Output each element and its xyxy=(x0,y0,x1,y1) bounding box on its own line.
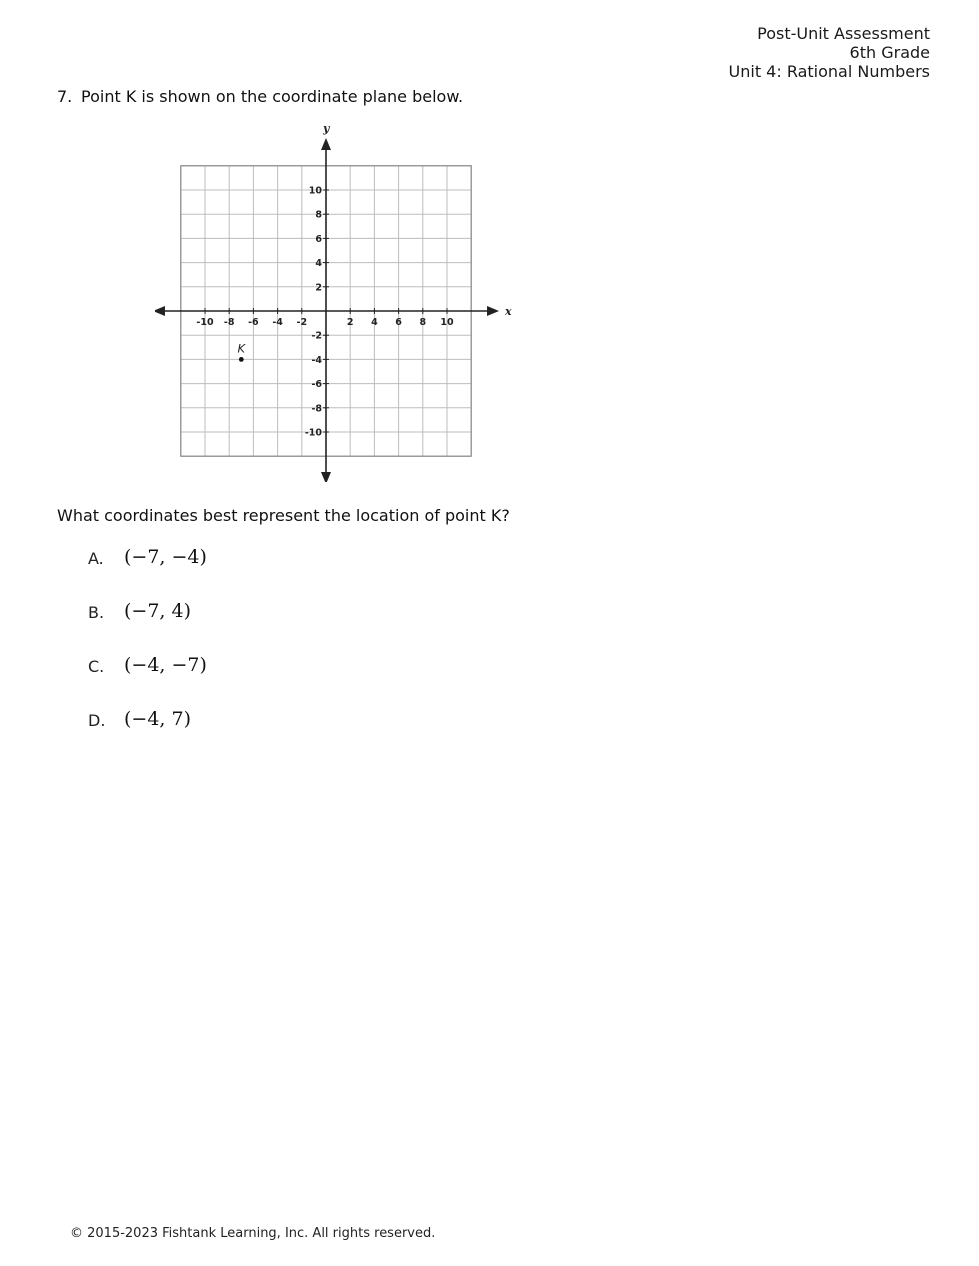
y-tick-label: 4 xyxy=(315,258,322,270)
copyright-footer: © 2015-2023 Fishtank Learning, Inc. All rights reserved. xyxy=(70,1226,436,1241)
y-tick-label: -6 xyxy=(311,379,322,391)
x-axis-arrow-right xyxy=(487,306,499,316)
coordinate-plane-svg xyxy=(155,122,515,482)
y-tick-label: 2 xyxy=(315,282,322,294)
grade-label: 6th Grade xyxy=(849,43,930,62)
question-stem xyxy=(57,87,463,107)
x-tick-label: 4 xyxy=(371,317,378,328)
choice-letter: D. xyxy=(88,711,106,730)
x-tick-label: -2 xyxy=(296,317,308,328)
x-axis-arrow-left xyxy=(155,306,165,316)
x-axis-label: x xyxy=(505,305,512,318)
x-tick-label: -10 xyxy=(196,317,214,328)
y-axis-label: y xyxy=(323,122,330,135)
y-tick-label: -2 xyxy=(311,330,322,342)
x-tick-label: -4 xyxy=(272,317,283,328)
x-tick-label: 10 xyxy=(440,317,454,328)
choice-value: (−4, −7) xyxy=(124,654,207,676)
y-tick-label: 10 xyxy=(308,185,322,197)
unit-label: Unit 4: Rational Numbers xyxy=(728,62,930,81)
y-tick-label: -8 xyxy=(311,403,322,415)
x-tick-label: 2 xyxy=(346,317,354,328)
point-k-marker xyxy=(239,357,244,362)
choice-value: (−7, 4) xyxy=(124,600,192,622)
page-header xyxy=(729,24,930,81)
x-tick-label: 8 xyxy=(419,317,427,328)
coordinate-plane xyxy=(155,122,515,482)
x-tick-label: -6 xyxy=(248,317,259,328)
point-k-label: K xyxy=(237,341,246,356)
choice-value: (−4, 7) xyxy=(124,708,192,730)
choice-letter: A. xyxy=(88,549,104,568)
y-axis-arrow-up xyxy=(321,138,331,150)
choice-value: (−7, −4) xyxy=(124,546,207,568)
x-tick-label: 6 xyxy=(395,317,402,328)
question-prompt: What coordinates best represent the location of point K? xyxy=(57,506,510,525)
assessment-title: Post-Unit Assessment xyxy=(757,24,930,43)
y-tick-label: 8 xyxy=(315,209,322,221)
y-tick-label: -10 xyxy=(304,427,322,439)
question-number: 7. xyxy=(57,87,73,106)
y-axis-arrow-down xyxy=(321,472,331,482)
choice-letter: B. xyxy=(88,603,105,622)
y-tick-label: -4 xyxy=(311,354,322,366)
y-tick-label: 6 xyxy=(315,233,322,245)
x-tick-label: -8 xyxy=(223,317,235,328)
choice-letter: C. xyxy=(88,657,105,676)
question-text: Point K is shown on the coordinate plane below. xyxy=(81,87,464,106)
